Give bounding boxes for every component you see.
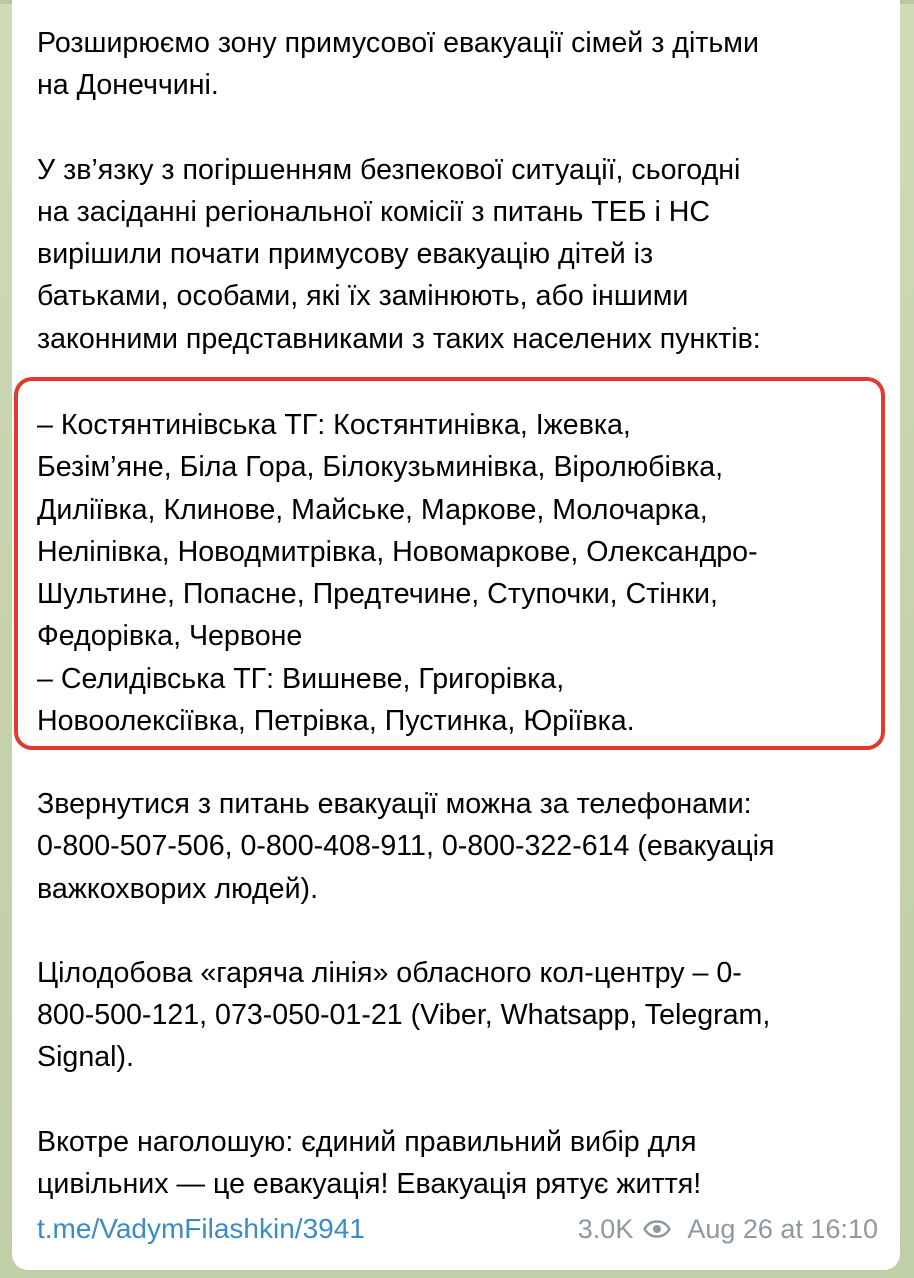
hotline-paragraph xyxy=(37,952,775,1079)
view-count: 3.0K xyxy=(577,1213,634,1244)
text-line: Вкотре наголошую: єдиний правильний вибір для xyxy=(37,1125,697,1158)
message-footer xyxy=(37,1206,878,1252)
text-line: батьками, особами, які їх замінюють, або іншими xyxy=(37,280,689,313)
text-line: Звернутися з питань евакуації можна за телефонами: xyxy=(37,788,752,820)
text-line: на Донеччині. xyxy=(37,69,219,102)
text-line: Неліпівка, Новодмитрівка, Новомаркове, Олександро- xyxy=(37,535,758,568)
text-line: важкохворих людей). xyxy=(37,872,319,905)
text-line: Федорівка, Червоне xyxy=(37,620,303,653)
text-line: 0-800-507-506, 0-800-408-911, 0-800-322-614 (евакуація xyxy=(37,830,775,863)
message-bubble xyxy=(12,0,900,1270)
eye-icon xyxy=(643,1220,671,1238)
intro-paragraph xyxy=(37,22,876,107)
phones-paragraph xyxy=(37,783,775,910)
closing-paragraph xyxy=(37,1121,775,1206)
text-line: Шультине, Попасне, Предтечине, Ступочки, Стінки, xyxy=(37,578,718,611)
text-line: – Селидівська ТГ: Вишневе, Григорівка, xyxy=(37,662,565,695)
text-line: Безім’яне, Біла Гора, Білокузьминівка, Віролюбівка, xyxy=(37,451,724,484)
text-line: цивільних — це евакуація! Евакуація рятує життя! xyxy=(37,1168,702,1201)
text-line: вирішили почати примусову евакуацію дітей із xyxy=(37,238,654,271)
text-line: Цілодобова «гаряча лінія» обласного кол-центру – 0- xyxy=(37,956,742,989)
message-meta xyxy=(578,1214,878,1245)
timestamp: Aug 26 at 16:10 xyxy=(687,1213,878,1244)
text-line: на засіданні регіональної комісії з питань ТЕБ і НС xyxy=(37,195,711,228)
post-link[interactable]: t.me/VadymFilashkin/3941 xyxy=(37,1213,365,1244)
text-line: Signal). xyxy=(37,1041,134,1074)
contacts-section xyxy=(37,783,775,1205)
text-line: Новоолексіївка, Петрівка, Пустинка, Юріївка. xyxy=(37,705,635,738)
text-line: У зв’язку з погіршенням безпекової ситуації, сьогодні xyxy=(37,153,741,186)
settlements-list xyxy=(37,404,758,742)
text-line: Розширюємо зону примусової евакуації сімей з дітьми xyxy=(37,27,759,59)
text-line: законними представниками з таких населених пунктів: xyxy=(37,322,761,355)
text-line: 800-500-121, 073-050-01-21 (Viber, Whatsapp, Telegram, xyxy=(37,999,771,1032)
text-line: Диліївка, Клинове, Майське, Маркове, Молочарка, xyxy=(37,493,708,526)
context-paragraph xyxy=(37,149,876,360)
text-line: – Костянтинівська ТГ: Костянтинівка, Іжевка, xyxy=(37,409,631,441)
